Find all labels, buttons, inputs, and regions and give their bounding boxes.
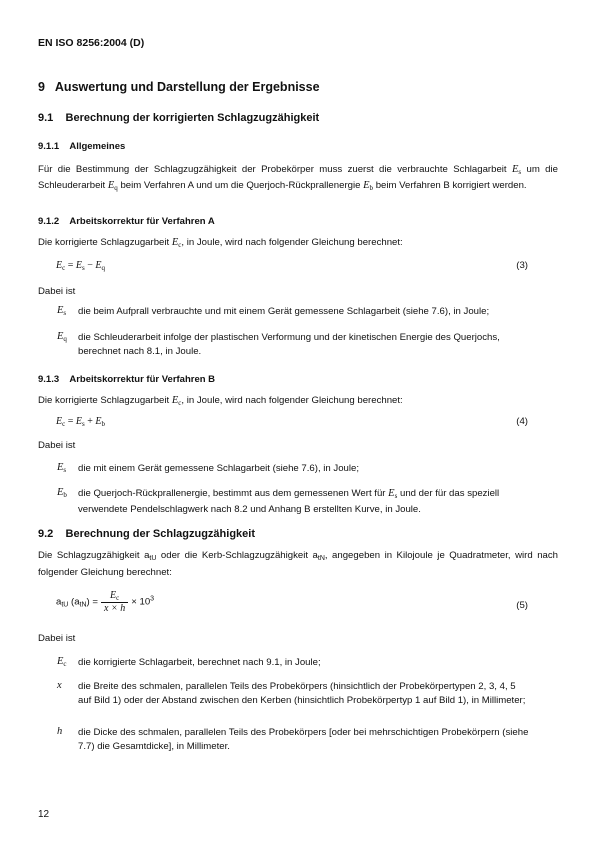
text: , in Joule, wird nach folgender Gleichung berechnet: xyxy=(181,395,403,406)
symbol-h: h xyxy=(57,726,63,737)
page-number: 12 xyxy=(38,809,50,820)
where-label: Dabei ist xyxy=(38,440,76,451)
equation-4: $E_c = E_s + E_b$ xyxy=(56,416,105,428)
paragraph-intro-b: Die korrigierte Schlagzugarbeit $E_c$, in Joule, wird nach folgender Gleichung berechnet: xyxy=(38,395,403,407)
exponent: 3 xyxy=(150,595,155,603)
power-base: 10 xyxy=(139,596,151,608)
symbol-eq: $E_q$ xyxy=(57,331,67,343)
definition-eq: die Schleuderarbeit infolge der plastischen Verformung und der kinetischen Energie des Querjochs, berechnet nach 8.1, in Joule. xyxy=(78,332,500,358)
symbol-es: $E_s$ xyxy=(57,462,67,474)
text: Die Schlagzugzähigkeit xyxy=(38,550,145,561)
equation-number-5: (5) xyxy=(516,600,528,611)
subsection-heading-9-2: 9.2 Berechnung der Schlagzugzähigkeit xyxy=(38,528,255,540)
text: die Querjoch-Rückprallenergie, bestimmt aus dem gemessenen Wert für xyxy=(78,488,389,499)
definition-x: die Breite des schmalen, parallelen Teils des Probekörpers (hinsichtlich der Probekörpertypen 2, 3, 4, 5 auf Bild 1) oder der Abstand zwischen den Kerben (hinsichtlich Probekörpertyp 1 auf Bild 1), in Millimeter; xyxy=(78,681,526,707)
definition-eb: die Querjoch-Rückprallenergie, bestimmt aus dem gemessenen Wert für $E_s$ und der für das speziell verwendete Pendelschlagwerk nach 8.2 und Anhang B erstellten Kurve, in Joule. xyxy=(78,488,500,516)
subsection-heading-9-1: 9.1 Berechnung der korrigierten Schlagzugzähigkeit xyxy=(38,112,320,124)
equation-3: $E_c = E_s - E_q$ xyxy=(56,260,105,272)
fraction: $\frac{E_c}{x \times h}$ xyxy=(101,590,128,614)
symbol-eb: $E_b$ xyxy=(57,487,67,499)
document-header: EN ISO 8256:2004 (D) xyxy=(38,37,145,49)
paragraph-allgemeines: Für die Bestimmung der Schlagzugzähigkeit der Probekörper muss zuerst die verbrauchte Schlagarbeit $E_s$ um die Schleuderarbeit $E_q$ beim Verfahren A und um die Querjoch-Rückprallenergie $E_b$ beim Verfahren B korrigiert werden. xyxy=(38,164,558,193)
text: beim Verfahren B korrigiert werden. xyxy=(373,180,527,192)
subsection-heading-9-1-1: 9.1.1 Allgemeines xyxy=(38,141,126,152)
paragraph-intro-a: Die korrigierte Schlagzugarbeit $E_c$, in Joule, wird nach folgender Gleichung berechnet: xyxy=(38,237,403,249)
where-label: Dabei ist xyxy=(38,286,76,297)
definition-es: die mit einem Gerät gemessene Schlagarbeit (siehe 7.6), in Joule; xyxy=(78,463,360,474)
subsection-heading-9-1-3: 9.1.3 Arbeitskorrektur für Verfahren B xyxy=(38,374,216,385)
text: und der für das speziell verwendete Pendelschlagwerk nach 8.2 und Anhang B erstellten Kurve, in Joule. xyxy=(78,488,500,516)
subsection-heading-9-1-2: 9.1.2 Arbeitskorrektur für Verfahren A xyxy=(38,216,215,227)
definition-es: die beim Aufprall verbrauchte und mit einem Gerät gemessene Schlagarbeit (siehe 7.6), in Joule; xyxy=(78,306,490,317)
text: , in Joule, wird nach folgender Gleichung berechnet: xyxy=(181,237,403,248)
equation-number-4: (4) xyxy=(516,416,528,427)
equation-5: $a_{tU}$ $(a_{tN})$ = $\frac{E_c}{x \times h}$ × $10^3$ xyxy=(56,590,155,614)
symbol-ec: $E_c$ xyxy=(57,656,67,668)
definition-h: die Dicke des schmalen, parallelen Teils des Probekörpers [oder bei mehrschichtigen Probekörpern (siehe 7.7) die Gesamtdicke], in Millimeter. xyxy=(78,727,529,753)
symbol-x: x xyxy=(57,680,62,691)
text: Die korrigierte Schlagzugarbeit xyxy=(38,237,172,248)
symbol-es: $E_s$ xyxy=(57,305,67,317)
text: um die Schleuderarbeit xyxy=(38,164,558,192)
text: oder die Kerb-Schlagzugzähigkeit xyxy=(156,550,313,561)
definition-ec: die korrigierte Schlagarbeit, berechnet nach 9.1, in Joule; xyxy=(78,657,321,668)
paragraph-intro-c: Die Schlagzugzähigkeit $a_{tU}$ oder die Kerb-Schlagzugzähigkeit $a_{tN}$, angegeben in Kilojoule je Quadratmeter, wird nach folgender Gleichung berechnet: xyxy=(38,550,558,579)
text: Die korrigierte Schlagzugarbeit xyxy=(38,395,172,406)
section-heading: 9 Auswertung und Darstellung der Ergebnisse xyxy=(38,80,320,94)
text: , angegeben in Kilojoule je Quadratmeter, wird nach folgender Gleichung berechnet: xyxy=(38,550,558,579)
equation-number-3: (3) xyxy=(516,260,528,271)
text: Für die Bestimmung der Schlagzugzähigkeit der Probekörper muss zuerst die verbrauchte Schlagarbeit xyxy=(38,164,512,175)
text: beim Verfahren A und um die Querjoch-Rückprallenergie xyxy=(117,180,364,192)
where-label: Dabei ist xyxy=(38,633,76,644)
